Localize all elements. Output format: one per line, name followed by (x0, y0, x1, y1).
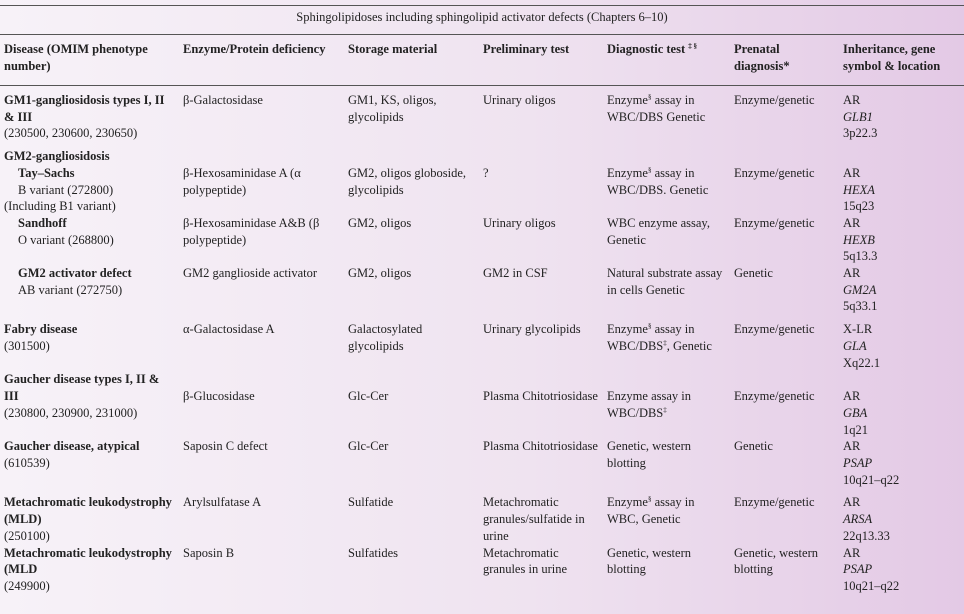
prelim: GM2 in CSF (483, 266, 548, 281)
header-disease: Disease (OMIM phenotype number) (4, 42, 148, 73)
storage: GM2, oligos (348, 215, 412, 230)
disease-name: GM2 activator defect (18, 266, 132, 281)
prenatal: Enzyme/genetic (734, 389, 815, 404)
prenatal: Genetic (734, 266, 773, 281)
data-table (0, 86, 964, 595)
table-row: GM2 activator defect AB variant (272750) GM2 ganglioside activator GM2, oligos GM2 in CSF Natural substrate assay in cells Genetic Genetic AR GM2A 5q33.1 (0, 265, 964, 315)
disease-name: Gaucher disease types I, II & III (4, 372, 160, 403)
header-enzyme: Enzyme/Protein deficiency (183, 42, 326, 56)
inheritance: AR GLB1 3p22.3 (843, 93, 878, 141)
inheritance: AR GM2A 5q33.1 (843, 266, 878, 314)
prelim: Urinary oligos (483, 93, 556, 107)
prenatal: Enzyme/genetic (734, 322, 815, 337)
prenatal: Enzyme/genetic (734, 495, 815, 510)
storage: GM2, oligos (348, 266, 412, 281)
prelim: Metachromatic granules in urine (483, 545, 568, 577)
storage: Glc-Cer (348, 439, 389, 454)
storage: GM2, oligos globoside, glycolipids (348, 165, 467, 197)
table-row: Gaucher disease, atypical (610539) Saposin C defect Glc-Cer Plasma Chitotriosidase Genetic, western blotting Genetic AR PSAP 10q21–q22 (0, 438, 964, 488)
table-row: Sandhoff O variant (268800) β-Hexosaminidase A&B (β polypeptide) GM2, oligos Urinary oligos WBC enzyme assay, Genetic Enzyme/genetic AR HEXB 5q13.3 (0, 215, 964, 265)
diag: Natural substrate assay in cells Genetic (607, 266, 723, 297)
enzyme: β-Glucosidase (183, 389, 255, 404)
header-inherit: Inheritance, gene symbol & location (843, 42, 941, 73)
table-row (0, 92, 964, 142)
storage: Galactosylated glycolipids (348, 322, 423, 353)
enzyme: Saposin C defect (183, 439, 268, 454)
inheritance: AR HEXA 15q23 (843, 165, 875, 214)
table-row: Fabry disease (301500) α-Galactosidase A Galactosylated glycolipids Urinary glycolipids Enzyme§ assay in WBC/DBS‡, Genetic Enzyme/genetic X-LR GLA Xq22.1 (0, 321, 964, 371)
prelim: Plasma Chitotriosidase (483, 439, 598, 454)
prenatal: Enzyme/genetic (734, 165, 815, 180)
disease-group: GM2-gangliosidosis (4, 149, 110, 164)
diag: Enzyme§ assay in WBC/DBS Genetic (607, 92, 706, 124)
inheritance: AR ARSA 22q13.33 (843, 495, 890, 543)
disease-name: Metachromatic leukodystrophy (MLD (4, 545, 172, 577)
table-row (0, 148, 964, 165)
prelim: Plasma Chitotriosidase (483, 389, 598, 404)
disease-name: Metachromatic leukodystrophy (MLD) (4, 495, 172, 527)
enzyme: β-Galactosidase (183, 93, 263, 107)
table-row: Gaucher disease types I, II & III (230800, 230900, 231000) β-Glucosidase Glc-Cer Plasma Chitotriosidase Enzyme assay in WBC/DBS‡ Enzyme/genetic AR GBA 1q21 (0, 371, 964, 438)
enzyme: GM2 ganglioside activator (183, 266, 317, 281)
disease-name: Gaucher disease, atypical (4, 439, 140, 454)
prelim: ? (483, 165, 489, 180)
storage: Sulfatide (348, 495, 394, 510)
inheritance: AR PSAP 10q21–q22 (843, 545, 900, 593)
enzyme: Saposin B (183, 545, 235, 560)
disease-name: Fabry disease (4, 322, 78, 337)
diag: Genetic, western blotting (607, 439, 691, 471)
inheritance: AR HEXB 5q13.3 (843, 215, 878, 264)
table-row: Tay–Sachs B variant (272800) (Including B1 variant) β-Hexosaminidase A (α polypeptide) GM2, oligos globoside, glycolipids ? Enzyme§ assay in WBC/DBS. Genetic Enzyme/genetic AR HEXA 15q23 (0, 165, 964, 215)
diag: Genetic, western blotting (607, 545, 691, 577)
prelim: Urinary oligos (483, 215, 556, 230)
prelim: Urinary glycolipids (483, 322, 581, 337)
disease-name: GM1-gangliosidosis types I, II & III (4, 93, 165, 124)
diag: Enzyme§ assay in WBC/DBS. Genetic (607, 165, 709, 197)
diag: WBC enzyme assay, Genetic (607, 215, 710, 247)
header-prenatal: Prenatal diagnosis* (734, 42, 790, 73)
omim: (230500, 230600, 230650) (4, 126, 138, 141)
caption-rule (0, 34, 964, 35)
storage: Glc-Cer (348, 389, 389, 404)
enzyme: Arylsulfatase A (183, 495, 262, 510)
header-diag-label: Diagnostic test (607, 42, 686, 56)
table-header (0, 41, 964, 75)
header-diag-sup: ‡ § (688, 41, 697, 50)
enzyme: β-Hexosaminidase A (α polypeptide) (183, 165, 301, 197)
header-prelim: Preliminary test (483, 42, 570, 56)
diag: Enzyme§ assay in WBC/DBS‡, Genetic (607, 321, 712, 353)
disease-name: Tay–Sachs (18, 165, 75, 180)
prenatal: Genetic (734, 439, 773, 454)
inheritance: AR GBA 1q21 (843, 389, 868, 437)
enzyme: β-Hexosaminidase A&B (β polypeptide) (183, 215, 320, 247)
diag: Enzyme§ assay in WBC, Genetic (607, 495, 695, 527)
enzyme: α-Galactosidase A (183, 322, 275, 337)
inheritance: AR PSAP 10q21–q22 (843, 439, 900, 487)
table-row: Metachromatic leukodystrophy (MLD) (250100) Arylsulfatase A Sulfatide Metachromatic granules/sulfatide in urine Enzyme§ assay in WBC, Genetic Enzyme/genetic AR ARSA 22q13.33 (0, 494, 964, 544)
table-row: Metachromatic leukodystrophy (MLD (249900) Saposin B Sulfatides Metachromatic granules in urine Genetic, western blotting Genetic, western blotting AR PSAP 10q21–q22 (0, 545, 964, 595)
prenatal: Enzyme/genetic (734, 215, 815, 230)
diag: Enzyme assay in WBC/DBS‡ (607, 389, 692, 420)
storage: Sulfatides (348, 545, 398, 560)
header-diag (603, 41, 730, 75)
prenatal: Genetic, western blotting (734, 545, 818, 577)
storage: GM1, KS, oligos, glycolipids (348, 93, 437, 124)
prenatal: Enzyme/genetic (734, 93, 815, 107)
disease-name: Sandhoff (18, 215, 67, 230)
header-storage: Storage material (348, 42, 438, 56)
inheritance: X-LR GLA Xq22.1 (843, 322, 881, 370)
prelim: Metachromatic granules/sulfatide in urine (483, 495, 585, 543)
top-rule (0, 5, 964, 6)
table-caption: Sphingolipidoses including sphingolipid activator defects (Chapters 6–10) (296, 10, 668, 24)
